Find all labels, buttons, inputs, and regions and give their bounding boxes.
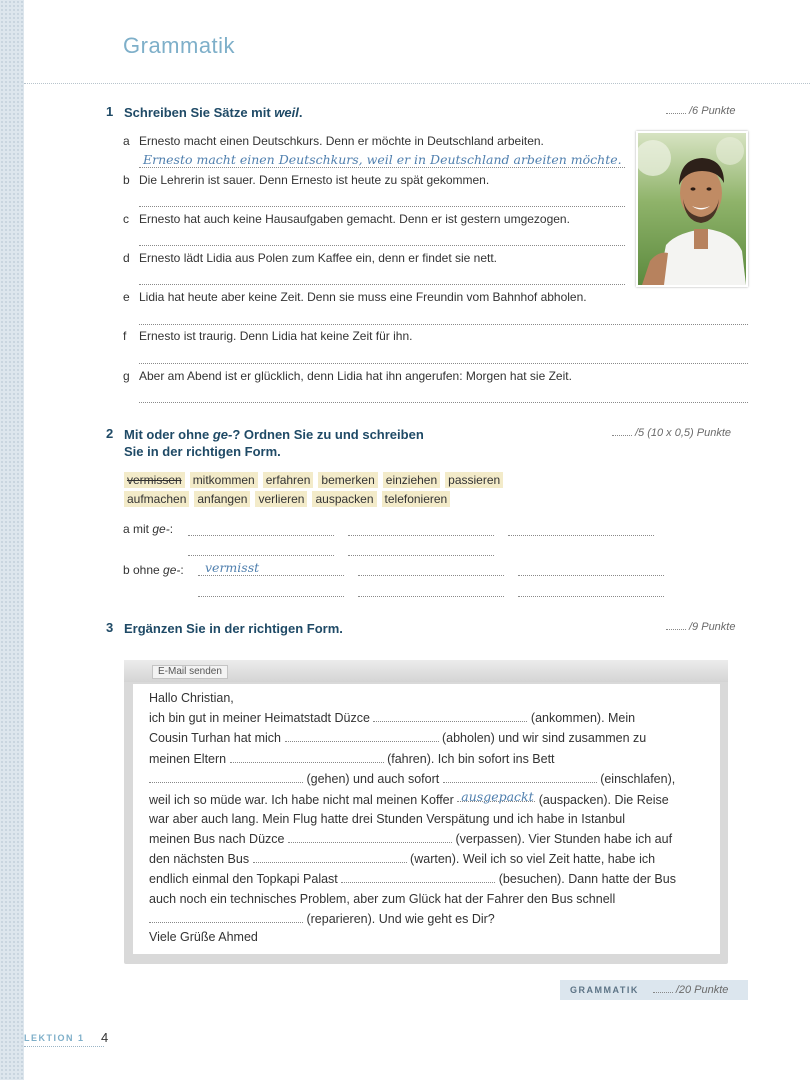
email-line: ich bin gut in meiner Heimatstadt Düzce (ankommen). Mein	[149, 711, 636, 725]
email-blank[interactable]	[373, 712, 527, 722]
ohne-ge-blank[interactable]	[198, 596, 344, 597]
item-text-g: Aber am Abend ist er glücklich, denn Lidia hat ihn angerufen: Morgen hat sie Zeit.	[139, 369, 572, 383]
row-a-label: a mit ge-:	[123, 522, 174, 536]
email-line: (gehen) und auch sofort (einschlafen),	[149, 772, 675, 787]
score-points: /20 Punkte	[653, 984, 729, 996]
email-blank[interactable]	[443, 773, 597, 783]
word-chip[interactable]: auspacken	[312, 491, 376, 507]
email-blank[interactable]	[253, 853, 407, 863]
word-chip[interactable]: mitkommen	[190, 472, 258, 488]
footer-divider	[24, 1046, 104, 1047]
email-blank-filled[interactable]	[457, 789, 535, 804]
page-title: Grammatik	[123, 33, 236, 58]
ohne-ge-blank[interactable]	[358, 575, 504, 576]
word-chip[interactable]: einziehen	[383, 472, 440, 488]
email-blank[interactable]	[288, 833, 452, 843]
email-header	[124, 660, 728, 682]
item-letter-f: f	[123, 329, 127, 343]
answer-line-b[interactable]	[139, 206, 625, 207]
item-letter-g: g	[123, 369, 130, 383]
answer-line-g[interactable]	[139, 402, 748, 403]
mit-ge-blank[interactable]	[348, 535, 494, 536]
item-text-c: Ernesto hat auch keine Hausaufgaben gemacht. Denn er ist gestern umgezogen.	[139, 212, 570, 226]
email-line: war aber auch lang. Mein Flug hatte drei Stunden Verspätung und ich habe in Istanbul	[149, 812, 626, 826]
page-number: 4	[101, 1030, 109, 1045]
mit-ge-blank[interactable]	[508, 535, 654, 536]
total-score-box	[560, 980, 748, 1000]
item-letter-e: e	[123, 290, 130, 304]
email-line: auch noch ein technisches Problem, aber zum Glück hat der Fahrer den Bus schnell	[149, 892, 616, 906]
email-body	[133, 684, 720, 954]
ohne-ge-blank[interactable]	[518, 596, 664, 597]
ohne-ge-blank[interactable]	[518, 575, 664, 576]
exercise-3-number: 3	[106, 620, 114, 635]
word-bank	[124, 472, 544, 510]
exercise-3-points: /9 Punkte	[666, 621, 735, 633]
email-line: Cousin Turhan hat mich (abholen) und wir sind zusammen zu	[149, 731, 647, 745]
word-chip[interactable]: anfangen	[194, 491, 250, 507]
item-letter-d: d	[123, 251, 130, 265]
email-line: (reparieren). Und wie geht es Dir?	[149, 912, 495, 927]
item-text-f: Ernesto ist traurig. Denn Lidia hat keine Zeit für ihn.	[139, 329, 413, 343]
lesson-label: LEKTION 1	[24, 1033, 85, 1043]
word-chip[interactable]: bemerken	[318, 472, 377, 488]
answer-line-c[interactable]	[139, 245, 625, 246]
email-blank[interactable]	[149, 773, 303, 783]
answer-line-f[interactable]	[139, 363, 748, 364]
answer-a[interactable]: Ernesto macht einen Deutschkurs, weil er in Deutschland arbeiten möchte.	[143, 152, 622, 167]
exercise-2-title: Mit oder ohne ge-? Ordnen Sie zu und schreiben Sie in der richtigen Form.	[124, 427, 424, 459]
ohne-ge-blank[interactable]	[198, 575, 344, 576]
word-chip[interactable]: telefonieren	[382, 491, 451, 507]
item-text-b: Die Lehrerin ist sauer. Denn Ernesto ist heute zu spät gekommen.	[139, 173, 490, 187]
word-chip[interactable]: aufmachen	[124, 491, 189, 507]
row-b-label: b ohne ge-:	[123, 563, 184, 577]
email-blank[interactable]	[341, 873, 495, 883]
title-divider	[24, 83, 810, 84]
ohne-ge-answer[interactable]: vermisst	[205, 560, 260, 575]
email-send-tab[interactable]: E-Mail senden	[152, 665, 228, 679]
email-window	[124, 660, 728, 964]
item-letter-a: a	[123, 134, 130, 148]
email-line: endlich einmal den Topkapi Palast (besuchen). Dann hatte der Bus	[149, 872, 676, 886]
item-text-d: Ernesto lädt Lidia aus Polen zum Kaffee ein, denn er findet sie nett.	[139, 251, 498, 265]
answer-line-d[interactable]	[139, 284, 625, 285]
item-letter-c: c	[123, 212, 129, 226]
exercise-1-title: Schreiben Sie Sätze mit weil.	[124, 105, 303, 120]
email-blank[interactable]	[149, 913, 303, 923]
ernesto-photo	[636, 131, 748, 287]
email-line: meinen Eltern (fahren). Ich bin sofort ins Bett	[149, 752, 555, 766]
ohne-ge-blank[interactable]	[358, 596, 504, 597]
word-chip[interactable]: verlieren	[255, 491, 307, 507]
mit-ge-blank[interactable]	[348, 555, 494, 556]
word-chip[interactable]: passieren	[445, 472, 503, 488]
item-text-a: Ernesto macht einen Deutschkurs. Denn er möchte in Deutschland arbeiten.	[139, 134, 544, 148]
item-text-e: Lidia hat heute aber keine Zeit. Denn sie muss eine Freundin vom Bahnhof abholen.	[139, 290, 587, 304]
exercise-1-number: 1	[106, 104, 114, 119]
email-line: weil ich so müde war. Ich habe nicht mal meinen Koffer ausgepackt (auspacken). Die Reise	[149, 789, 669, 807]
score-label: GRAMMATIK	[570, 985, 639, 995]
email-blank[interactable]	[285, 732, 439, 742]
answer-line-e[interactable]	[139, 324, 748, 325]
email-closing: Viele Grüße Ahmed	[149, 930, 258, 944]
mit-ge-blank[interactable]	[188, 555, 334, 556]
exercise-2-points: /5 (10 x 0,5) Punkte	[612, 427, 731, 439]
item-letter-b: b	[123, 173, 130, 187]
email-line: den nächsten Bus (warten). Weil ich so viel Zeit hatte, habe ich	[149, 852, 656, 866]
mit-ge-blank[interactable]	[188, 535, 334, 536]
exercise-3-title: Ergänzen Sie in der richtigen Form.	[124, 621, 343, 636]
email-answer: ausgepackt	[461, 789, 534, 804]
side-strip	[0, 0, 24, 1080]
email-blank[interactable]	[230, 753, 384, 763]
exercise-2-number: 2	[106, 426, 114, 441]
word-chip[interactable]: vermissen	[124, 472, 185, 488]
email-line: meinen Bus nach Düzce (verpassen). Vier Stunden habe ich auf	[149, 832, 673, 846]
exercise-1-points: /6 Punkte	[666, 105, 735, 117]
word-chip[interactable]: erfahren	[263, 472, 314, 488]
email-greeting: Hallo Christian,	[149, 691, 234, 705]
answer-line-a	[139, 167, 625, 168]
